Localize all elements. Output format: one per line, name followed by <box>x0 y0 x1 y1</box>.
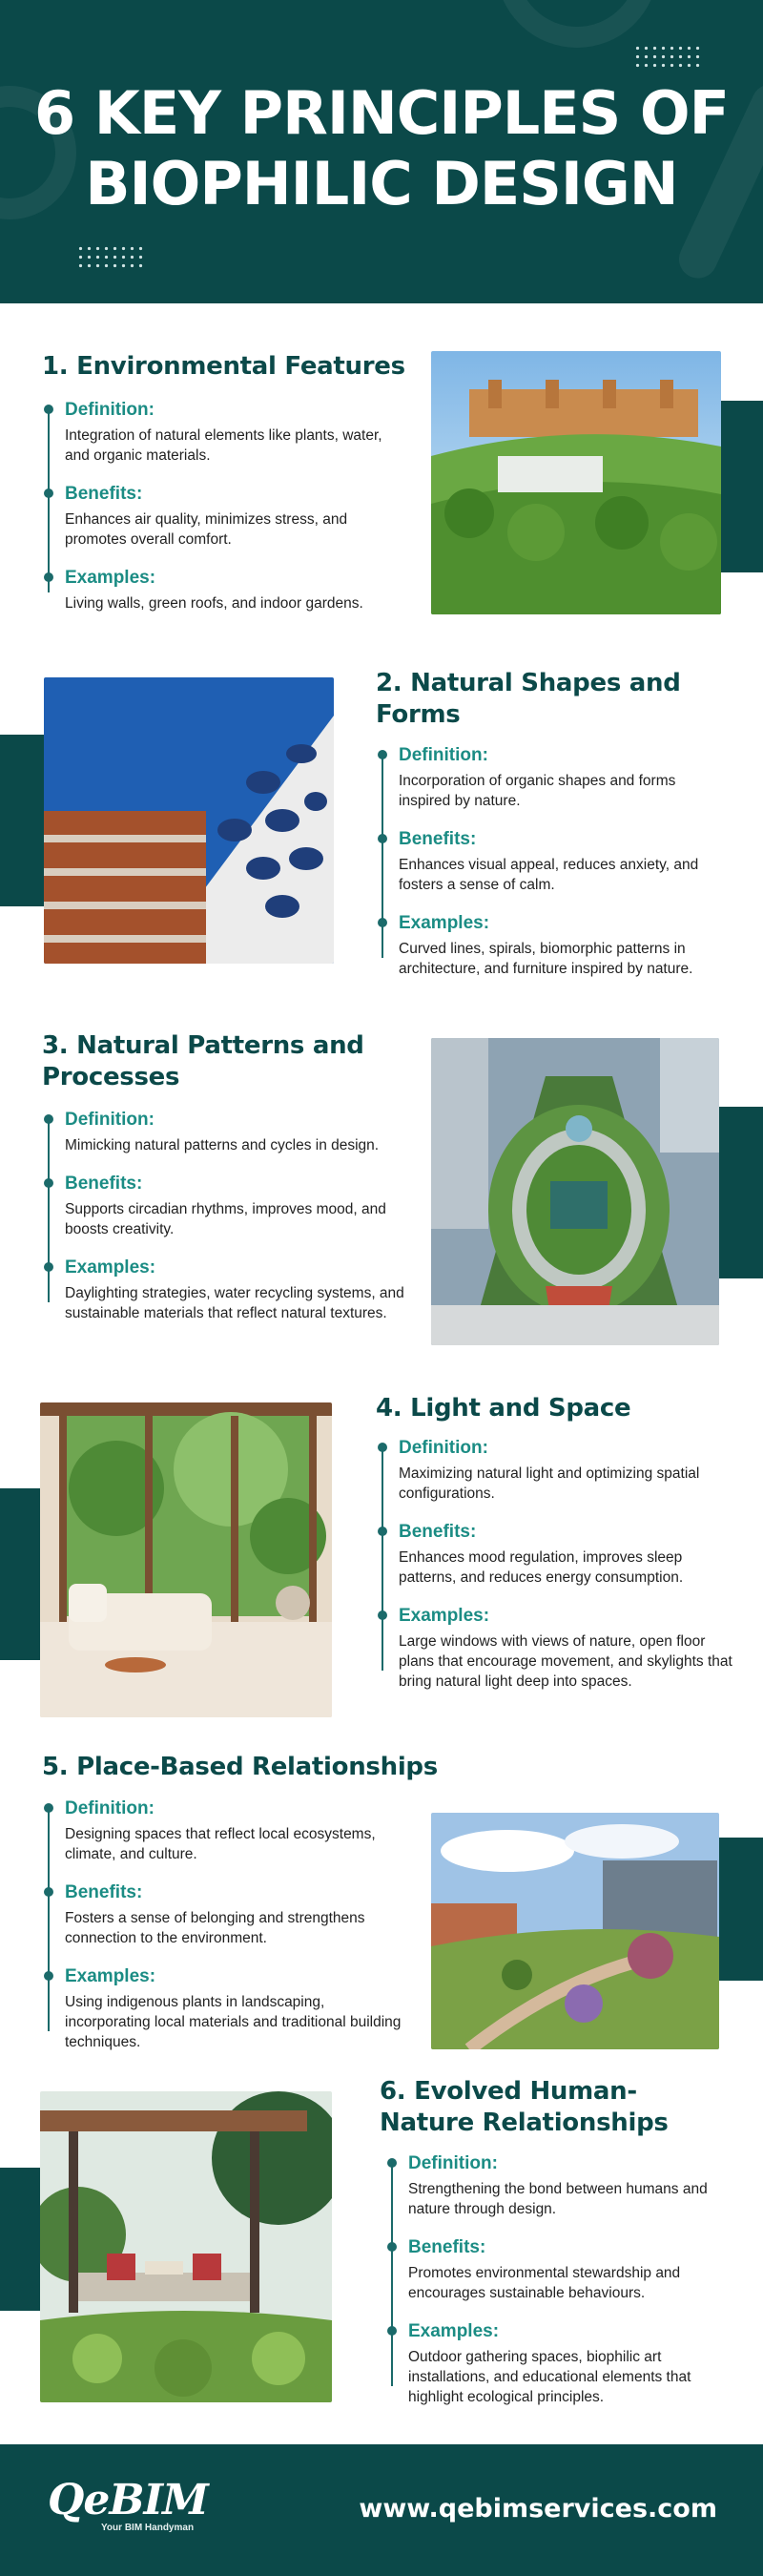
examples-item <box>44 1965 406 2052</box>
bullet-icon <box>44 1114 53 1124</box>
bullet-icon <box>44 1971 53 1981</box>
bullet-icon <box>378 1443 387 1452</box>
section-title <box>42 1752 519 1783</box>
benefits-text: Enhances air quality, minimizes stress, and promotes overall comfort. <box>65 511 348 548</box>
bullet-icon <box>44 1887 53 1897</box>
benefits-item <box>378 828 731 895</box>
definition-text: Integration of natural elements like plants, water, and organic materials. <box>65 427 382 464</box>
examples-label: Examples: <box>408 2321 500 2341</box>
benefits-text: Enhances mood regulation, improves sleep patterns, and reduces energy consumption. <box>399 1549 684 1586</box>
benefits-item <box>387 2236 736 2303</box>
bullet-icon <box>387 2242 397 2252</box>
definition-item <box>44 399 406 466</box>
definition-text: Designing spaces that reflect local ecosystems, climate, and culture. <box>65 1826 376 1862</box>
benefits-item <box>44 1173 406 1239</box>
examples-label: Examples: <box>65 1966 156 1986</box>
section-details <box>44 1797 406 2069</box>
definition-label: Definition: <box>65 400 155 420</box>
footer <box>0 2444 763 2576</box>
green-roof-photo <box>431 351 721 614</box>
definition-label: Definition: <box>65 1798 155 1818</box>
examples-text: Curved lines, spirals, biomorphic patterns in architecture, and furniture inspired by nature. <box>399 941 693 977</box>
section-title-line: 4. Light and Space <box>376 1394 631 1423</box>
examples-item <box>44 567 406 613</box>
section-details <box>378 744 731 996</box>
bullet-icon <box>44 405 53 414</box>
examples-text: Large windows with views of nature, open floor plans that encourage movement, and skylights that bring natural light deep into spaces. <box>399 1633 732 1690</box>
examples-label: Examples: <box>399 1606 490 1626</box>
definition-text: Mimicking natural patterns and cycles in design. <box>65 1137 380 1153</box>
section-environmental-features <box>0 343 763 630</box>
header-banner <box>0 0 763 303</box>
definition-text: Strengthening the bond between humans and nature through design. <box>408 2181 708 2217</box>
benefits-label: Benefits: <box>408 2237 486 2257</box>
website-link[interactable]: www.qebimservices.com <box>359 2494 717 2524</box>
bullet-icon <box>44 488 53 498</box>
section-human-nature <box>0 2076 763 2429</box>
definition-item <box>44 1109 406 1155</box>
bullet-icon <box>387 2158 397 2168</box>
decorative-dots <box>633 44 702 69</box>
benefits-label: Benefits: <box>65 484 143 504</box>
bullet-icon <box>378 918 387 927</box>
definition-label: Definition: <box>408 2153 498 2173</box>
title-line-1: 6 KEY PRINCIPLES OF <box>34 78 729 148</box>
section-title-line: 2. Natural Shapes and <box>376 669 681 697</box>
definition-item <box>44 1797 406 1864</box>
definition-item <box>387 2152 736 2219</box>
section-title-line: Processes <box>42 1063 180 1091</box>
examples-item <box>387 2320 736 2407</box>
bullet-icon <box>44 1262 53 1272</box>
examples-item <box>378 912 731 979</box>
bullet-icon <box>44 572 53 582</box>
section-title <box>380 2076 742 2139</box>
section-place-based <box>0 1752 763 2067</box>
section-title <box>376 668 738 731</box>
logo-wordmark: QeBIM <box>48 2476 208 2524</box>
section-title-line: 6. Evolved Human- <box>380 2077 637 2106</box>
section-natural-patterns <box>0 1030 763 1374</box>
benefits-text: Supports circadian rhythms, improves mood, and boosts creativity. <box>65 1201 386 1237</box>
section-details <box>44 399 406 631</box>
benefits-item <box>378 1521 736 1588</box>
section-details <box>378 1437 736 1709</box>
section-title-line: Nature Relationships <box>380 2109 669 2137</box>
company-logo[interactable] <box>48 2476 208 2533</box>
organic-facade-photo <box>44 677 334 964</box>
examples-label: Examples: <box>399 913 490 933</box>
urban-park-photo <box>431 1813 719 2049</box>
benefits-label: Benefits: <box>65 1174 143 1194</box>
bullet-icon <box>44 1178 53 1188</box>
sunlit-room-photo <box>40 1402 332 1717</box>
section-title-line: 3. Natural Patterns and <box>42 1031 364 1060</box>
examples-text: Using indigenous plants in landscaping, incorporating local materials and traditional building techniques. <box>65 1994 402 2050</box>
garden-pergola-photo <box>40 2091 332 2402</box>
examples-label: Examples: <box>65 1257 156 1278</box>
benefits-label: Benefits: <box>399 829 477 849</box>
bullet-icon <box>378 834 387 843</box>
definition-label: Definition: <box>399 1438 488 1458</box>
definition-label: Definition: <box>399 745 488 765</box>
benefits-item <box>44 483 406 550</box>
examples-text: Outdoor gathering spaces, biophilic art installations, and educational elements that highlight ecological principles. <box>408 2349 691 2405</box>
decorative-dots <box>76 244 145 269</box>
benefits-text: Fosters a sense of belonging and strengthens connection to the environment. <box>65 1910 365 1946</box>
title-line-2: BIOPHILIC DESIGN <box>85 149 678 218</box>
decorative-circle <box>496 0 658 48</box>
section-title-line: Forms <box>376 700 461 729</box>
examples-text: Living walls, green roofs, and indoor gardens. <box>65 595 363 612</box>
section-natural-shapes <box>0 668 763 1011</box>
logo-tagline: Your BIM Handyman <box>101 2523 195 2533</box>
definition-text: Incorporation of organic shapes and forms inspired by nature. <box>399 773 676 809</box>
benefits-text: Promotes environmental stewardship and encourages sustainable behaviours. <box>408 2265 681 2301</box>
bullet-icon <box>387 2326 397 2336</box>
page-title <box>0 78 763 219</box>
bullet-icon <box>44 1803 53 1813</box>
benefits-label: Benefits: <box>65 1882 143 1902</box>
definition-item <box>378 1437 736 1504</box>
examples-item <box>44 1257 406 1323</box>
rooftop-garden-photo <box>431 1038 719 1345</box>
bullet-icon <box>378 1610 387 1620</box>
definition-item <box>378 744 731 811</box>
benefits-item <box>44 1881 406 1948</box>
section-details <box>44 1109 406 1340</box>
definition-label: Definition: <box>65 1110 155 1130</box>
section-title-line: 1. Environmental Features <box>42 352 405 381</box>
section-title <box>42 351 423 383</box>
benefits-label: Benefits: <box>399 1522 477 1542</box>
bullet-icon <box>378 1527 387 1536</box>
examples-item <box>378 1605 736 1692</box>
section-title <box>42 1030 423 1093</box>
section-light-and-space <box>0 1393 763 1746</box>
section-details <box>387 2152 736 2424</box>
benefits-text: Enhances visual appeal, reduces anxiety, and fosters a sense of calm. <box>399 857 699 893</box>
examples-text: Daylighting strategies, water recycling systems, and sustainable materials that reflect natural textures. <box>65 1285 404 1321</box>
section-title-line: 5. Place-Based Relationships <box>42 1753 438 1781</box>
section-title <box>376 1393 738 1424</box>
definition-text: Maximizing natural light and optimizing spatial configurations. <box>399 1465 700 1502</box>
bullet-icon <box>378 750 387 759</box>
examples-label: Examples: <box>65 568 156 588</box>
